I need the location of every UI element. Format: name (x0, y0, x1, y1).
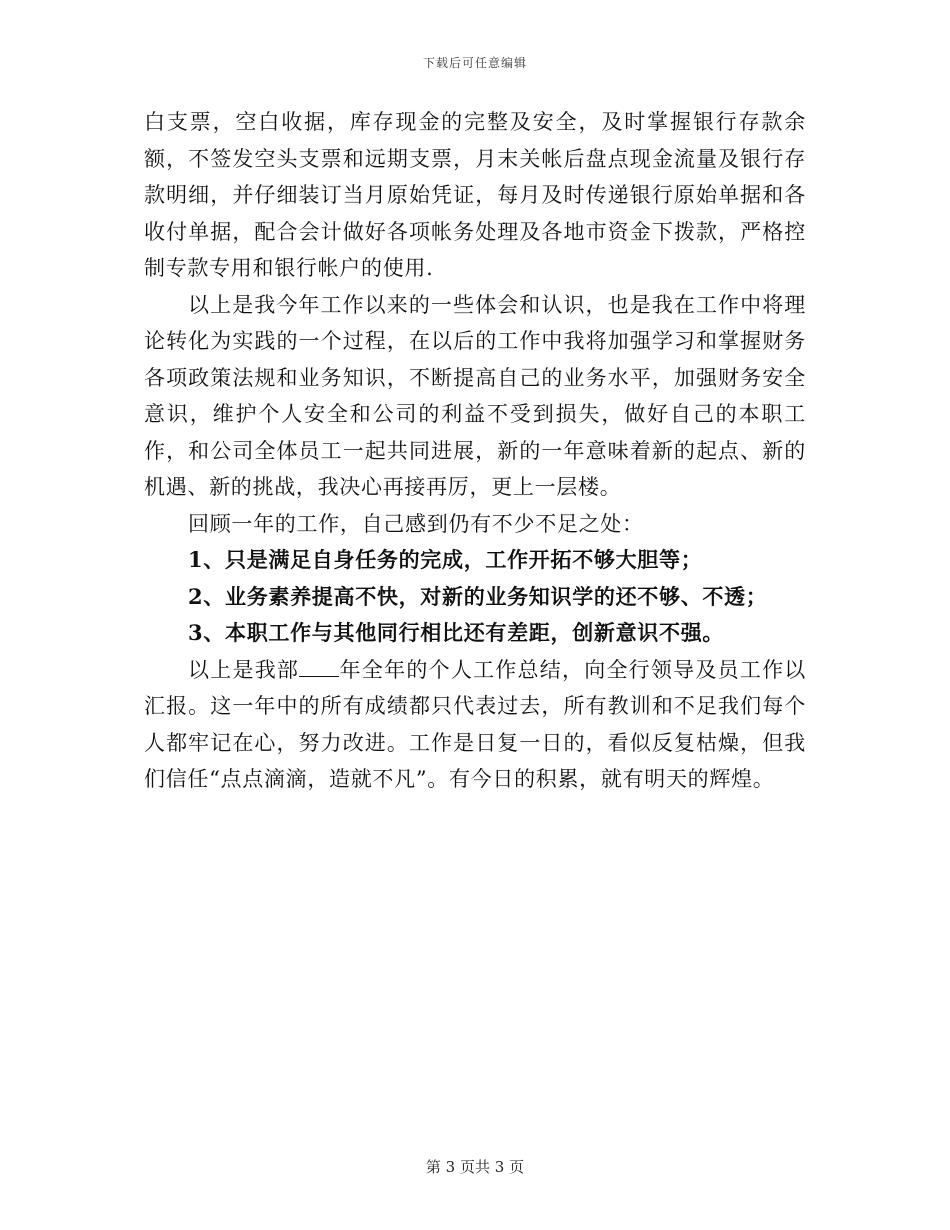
shortcoming-item-1: 1、只是满足自身任务的完成，工作开拓不够大胆等； (188, 547, 703, 572)
document-body (144, 104, 806, 798)
paragraph-summary: 以上是我今年工作以来的一些体会和认识，也是我在工作中将理论转化为实践的一个过程，在以后的工作中我将加强学习和掌握财务各项政策法规和业务知识，不断提高自己的业务水平，加强财务安全意识，维护个人安全和公司的利益不受到损失，做好自己的本职工作，和公司全体员工一起共同进展，新的一年意味着新的起点、新的机遇、新的挑战，我决心再接再厉，更上一层楼。 (144, 292, 806, 499)
page-header: 下载后可任意编辑 (422, 56, 527, 70)
year-blank-line (299, 658, 339, 677)
paragraph-continuation: 白支票，空白收据，库存现金的完整及安全，及时掌握银行存款余额，不签发空头支票和远期支票，月末关帐后盘点现金流量及银行存款明细，并仔细装订当月原始凭证，每月及时传递银行原始单据和各收付单据，配合会计做好各项帐务处理及各地市资金下拨款，严格控制专款专用和银行帐户的使用. (144, 110, 806, 280)
shortcoming-item-3: 3、本职工作与其他同行相比还有差距，创新意识不强。 (188, 620, 725, 645)
conclusion-lead-text: 以上是我部 (188, 657, 300, 682)
page-number: 第 3 页共 3 页 (425, 1158, 525, 1176)
paragraph-shortcomings-intro: 回顾一年的工作，自己感到仍有不少不足之处： (188, 511, 644, 536)
shortcoming-item-2: 2、业务素养提高不快，对新的业务知识学的还不够、不透； (188, 583, 768, 609)
conclusion-rest-text: 年全年的个人工作总结，向全行领导及员工作以汇报。这一年中的所有成绩都只代表过去，所有教训和不足我们每个人都牢记在心，努力改进。工作是日复一日的，看似反复枯燥，但我们信任“点点滴滴，造就不凡”。有今日的积累，就有明天的辉煌。 (144, 657, 806, 791)
paragraph-conclusion (144, 652, 806, 798)
